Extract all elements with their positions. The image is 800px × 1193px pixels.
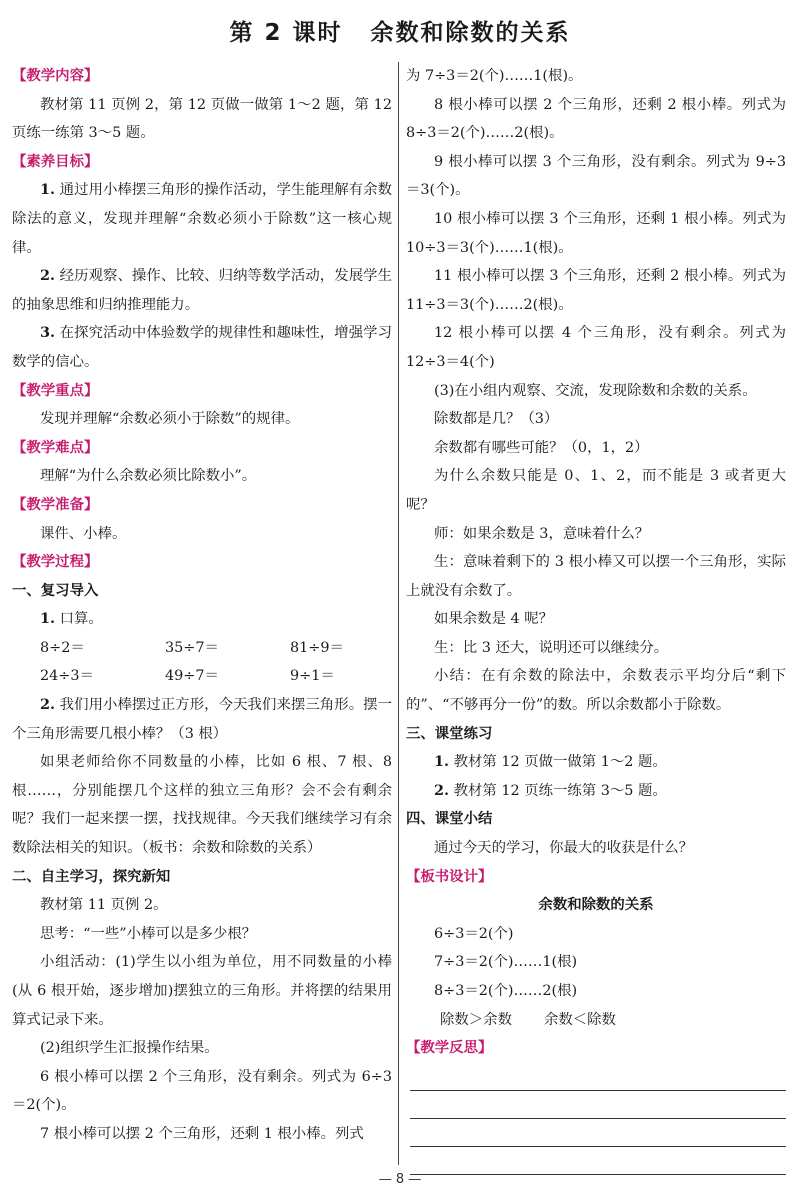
- goal-number: 2.: [40, 267, 56, 285]
- section-header-process: 【教学过程】: [12, 554, 99, 571]
- goal-item: [12, 262, 392, 319]
- section-header-difficulty: 【教学难点】: [12, 439, 99, 456]
- explore-paragraph: 教材第 11 页例 2。: [40, 897, 168, 914]
- explore-paragraph: 8 根小棒可以摆 2 个三角形，还剩 2 根小棒。列式为 8÷3＝2(个)……2(根)。: [406, 96, 786, 142]
- explore-paragraph: (2)组织学生汇报操作结果。: [40, 1040, 219, 1057]
- item-text: 口算。: [55, 611, 103, 628]
- practice-item: [406, 777, 786, 806]
- goal-item: [12, 319, 392, 376]
- calc-expression: 24÷3＝: [40, 668, 94, 685]
- item-text: 教材第 12 页练一练第 3～5 题。: [449, 782, 667, 799]
- explore-paragraph: 师：如果余数是 3，意味着什么？: [434, 525, 650, 542]
- calc-expression: 8÷2＝: [40, 639, 85, 656]
- item-number: 2.: [434, 781, 450, 799]
- review-paragraph: 如果老师给你不同数量的小棒，比如 6 根、7 根、8 根……，分别能摆几个这样的独立三角形？会不会有剩余呢？我们一起来摆一摆，找找规律。今天我们继续学习有余数除法相关的知识。（板书：余数和除数的关系）: [12, 754, 392, 857]
- explore-paragraph: 思考：“一些”小棒可以是多少根？: [40, 925, 257, 942]
- explore-paragraph: 除数都是几？（3）: [434, 411, 559, 428]
- relation-text: 余数＜除数: [543, 1011, 616, 1028]
- key-point-text: 发现并理解“余数必须小于除数”的规律。: [40, 411, 300, 428]
- goal-text: 在探究活动中体验数学的规律性和趣味性，增强学习数学的信心。: [12, 325, 392, 370]
- practice-item: [406, 748, 786, 777]
- explore-paragraph: 生：比 3 还大，说明还可以继续分。: [434, 639, 669, 656]
- calc-expression: 35÷7＝: [165, 639, 219, 656]
- calc-row: [12, 634, 392, 663]
- goal-text: 通过用小棒摆三角形的操作活动，学生能理解有余数除法的意义，发现并理解“余数必须小于除数”这一核心规律。: [12, 182, 392, 256]
- reflection-line: [410, 1119, 786, 1147]
- subsection-practice: 三、课堂练习: [406, 725, 493, 742]
- explore-paragraph: 余数都有哪些可能？（0，1，2）: [434, 439, 649, 456]
- section-header-content: 【教学内容】: [12, 68, 99, 84]
- board-relation: [406, 1006, 786, 1035]
- goal-text: 经历观察、操作、比较、归纳等数学活动，发展学生的抽象思维和归纳推理能力。: [12, 268, 392, 313]
- explore-paragraph: 小组活动：(1)学生以小组为单位，用不同数量的小棒(从 6 根开始，逐步增加)摆独立的三角形。并将摆的结果用算式记录下来。: [12, 954, 392, 1028]
- lesson-topic: 余数和除数的关系: [370, 20, 571, 46]
- item-text: 我们用小棒摆过正方形，今天我们来摆三角形。摆一个三角形需要几根小棒？（3 根）: [12, 697, 392, 742]
- goal-item: [12, 176, 392, 262]
- page-title: [0, 14, 800, 47]
- section-header-reflection: 【教学反思】: [406, 1040, 493, 1057]
- explore-paragraph: 7 根小棒可以摆 2 个三角形，还剩 1 根小棒。列式: [40, 1125, 364, 1142]
- subsection-summary: 四、课堂小结: [406, 811, 493, 828]
- item-number: 1.: [434, 753, 450, 771]
- left-column: [12, 62, 392, 1165]
- section-header-preparation: 【教学准备】: [12, 496, 99, 513]
- relation-text: 除数＞余数: [440, 1011, 512, 1028]
- board-equation: 6÷3＝2(个): [434, 925, 514, 942]
- subsection-explore: 二、自主学习，探究新知: [12, 868, 171, 885]
- explore-paragraph: 为什么余数只能是 0、1、2，而不能是 3 或者更大呢？: [406, 468, 786, 513]
- review-item: [12, 691, 392, 748]
- section-header-goals: 【素养目标】: [12, 153, 99, 170]
- board-equation: 8÷3＝2(个)……2(根): [434, 983, 578, 999]
- preparation-text: 课件、小棒。: [40, 525, 127, 542]
- board-equation: 7÷3＝2(个)……1(根): [434, 954, 578, 971]
- summary-paragraph: 小结：在有余数的除法中，余数表示平均分后“剩下的”、“不够再分一份”的数。所以余数都小于除数。: [406, 668, 786, 714]
- explore-paragraph-continued: 为 7÷3＝2(个)……1(根)。: [406, 68, 583, 84]
- content-text: 教材第 11 页例 2，第 12 页做一做第 1～2 题，第 12 页练一练第 3～5 题。: [12, 96, 392, 142]
- section-header-board: 【板书设计】: [406, 868, 493, 885]
- calc-expression: 49÷7＝: [165, 668, 219, 685]
- explore-paragraph: 12 根小棒可以摆 4 个三角形，没有剩余。列式为 12÷3＝4(个): [406, 325, 786, 370]
- item-number: 1.: [40, 610, 56, 628]
- explore-paragraph: (3)在小组内观察、交流，发现除数和余数的关系。: [434, 382, 757, 399]
- calc-expression: 9÷1＝: [290, 668, 335, 685]
- goal-number: 3.: [40, 324, 56, 342]
- page-number: — 8 —: [378, 1172, 422, 1187]
- explore-paragraph: 9 根小棒可以摆 3 个三角形，没有剩余。列式为 9÷3＝3(个)。: [406, 153, 786, 199]
- calc-row: [12, 662, 392, 691]
- explore-paragraph: 11 根小棒可以摆 3 个三角形，还剩 2 根小棒。列式为 11÷3＝3(个)……2(根)。: [406, 268, 786, 313]
- difficulty-text: 理解“为什么余数必须比除数小”。: [40, 468, 257, 485]
- explore-paragraph: 如果余数是 4 呢？: [434, 611, 554, 628]
- reflection-line: [410, 1147, 786, 1175]
- explore-paragraph: 6 根小棒可以摆 2 个三角形，没有剩余。列式为 6÷3＝2(个)。: [12, 1068, 392, 1114]
- calc-expression: 81÷9＝: [290, 639, 344, 656]
- goal-number: 1.: [40, 181, 56, 199]
- item-text: 教材第 12 页做一做第 1～2 题。: [449, 754, 667, 771]
- right-column: [406, 62, 786, 1165]
- section-header-key-point: 【教学重点】: [12, 382, 99, 399]
- item-number: 2.: [40, 696, 56, 714]
- subsection-review: 一、复习导入: [12, 582, 99, 599]
- board-title: 余数和除数的关系: [538, 897, 654, 914]
- summary-question: 通过今天的学习，你最大的收获是什么？: [434, 840, 694, 857]
- reflection-line: [410, 1091, 786, 1119]
- explore-paragraph: 10 根小棒可以摆 3 个三角形，还剩 1 根小棒。列式为 10÷3＝3(个)……1(根)。: [406, 210, 786, 256]
- explore-paragraph: 生：意味着剩下的 3 根小棒又可以摆一个三角形，实际上就没有余数了。: [406, 554, 786, 599]
- reflection-line: [410, 1063, 786, 1091]
- review-item: [12, 605, 392, 634]
- lesson-number: 第 2 课时: [229, 20, 343, 46]
- column-divider: [398, 62, 399, 1165]
